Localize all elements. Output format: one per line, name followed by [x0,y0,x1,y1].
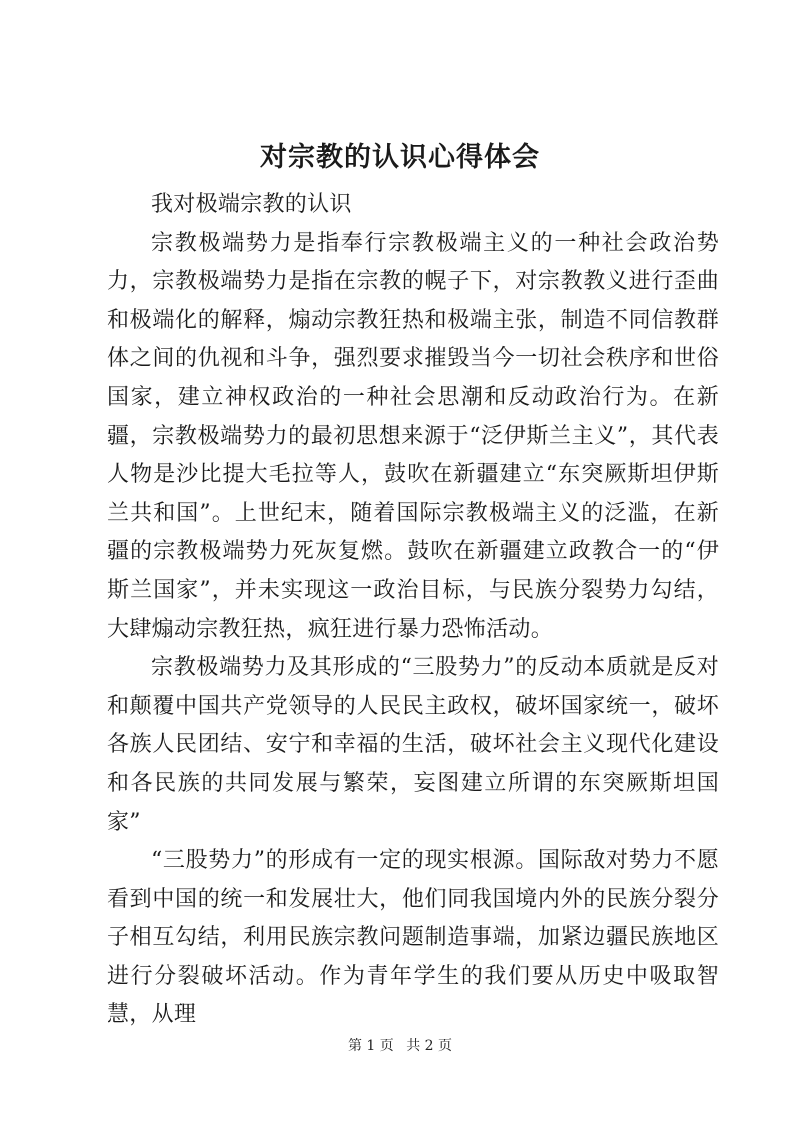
paragraph-subtitle: 我对极端宗教的认识 [151,192,352,217]
page-number: 第 1 页 [347,1038,394,1054]
paragraph: “三股势力”的形成有一定的现实根源。国际敌对势力不愿看到中国的统一和发展壮大，他们同我国境内外的民族分裂分子相互勾结，利用民族宗教问题制造事端，加紧边疆民族地区进行分裂破坏活动。作为青年学生的我们要从历史中吸取智慧，从理 [107,848,719,1028]
paragraph: 宗教极端势力及其形成的“三股势力”的反动本质就是反对和颠覆中国共产党领导的人民民主政权，破坏国家统一，破坏各族人民团结、安宁和幸福的生活，破坏社会主义现代化建设和各民族的共同发展与繁荣，妄图建立所谓的东突厥斯坦国家” [107,655,719,835]
page-footer [0,1036,800,1056]
document-body [107,186,719,1035]
paragraph: 宗教极端势力是指奉行宗教极端主义的一种社会政治势力，宗教极端势力是指在宗教的幌子下，对宗教教义进行歪曲和极端化的解释，煽动宗教狂热和极端主张，制造不同信教群体之间的仇视和斗争，强烈要求摧毁当今一切社会秩序和世俗国家，建立神权政治的一种社会思潮和反动政治行为。在新疆，宗教极端势力的最初思想来源于“泛伊斯兰主义”，其代表人物是沙比提大毛拉等人，鼓吹在新疆建立“东突厥斯坦伊斯兰共和国”。上世纪末，随着国际宗教极端主义的泛滥，在新疆的宗教极端势力死灰复燃。鼓吹在新疆建立政教合一的“伊斯兰国家”，并未实现这一政治目标，与民族分裂势力勾结，大肆煽动宗教狂热，疯狂进行暴力恐怖活动。 [107,230,719,642]
page-total: 共 2 页 [406,1038,453,1054]
document-title: 对宗教的认识心得体会 [260,142,540,173]
